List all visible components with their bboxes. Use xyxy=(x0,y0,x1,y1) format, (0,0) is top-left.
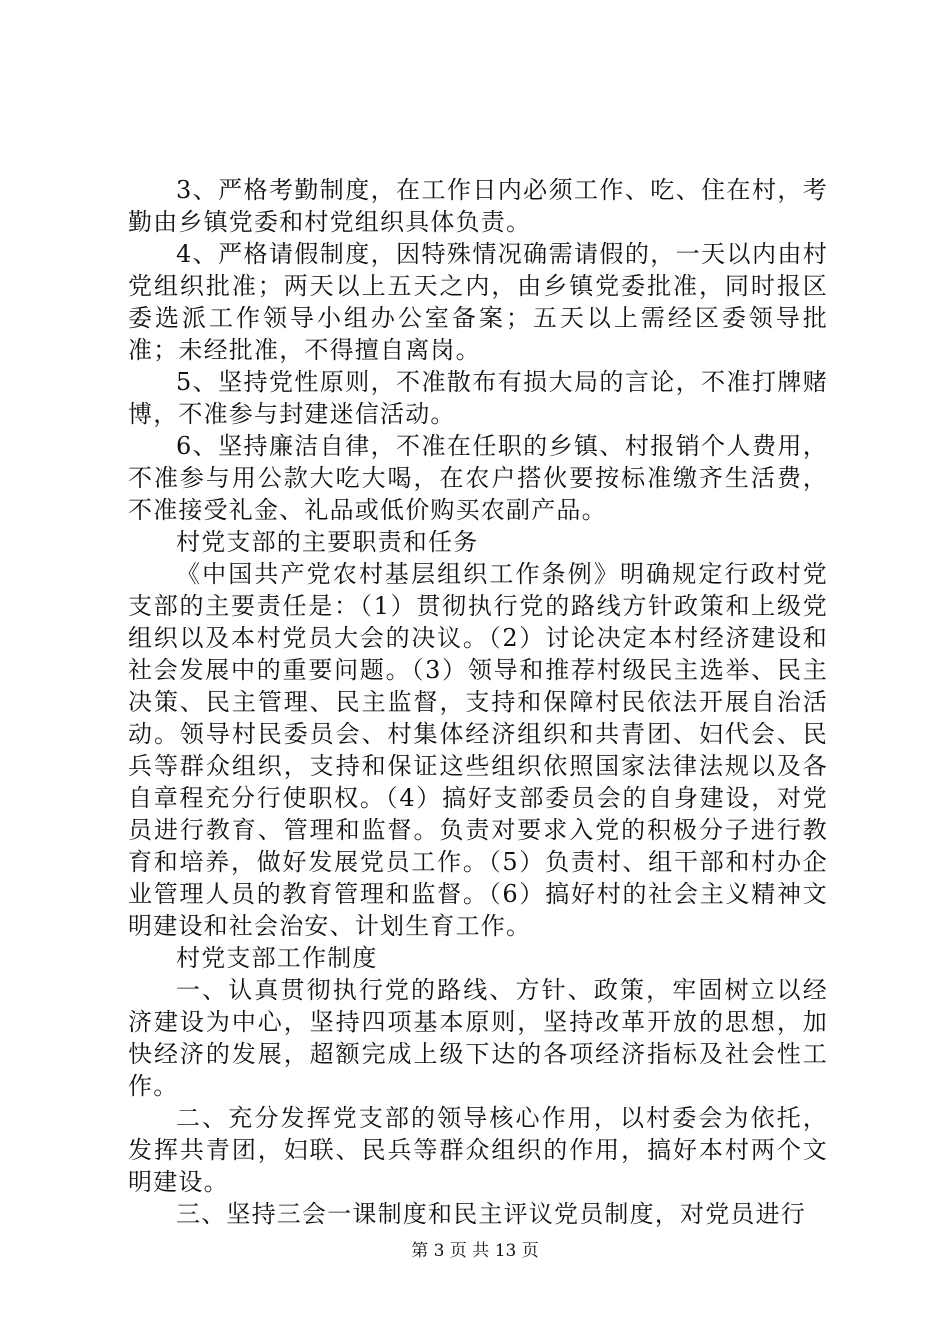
document-body xyxy=(128,174,828,1230)
paragraph-system-2: 二、充分发挥党支部的领导核心作用，以村委会为依托，发挥共青团，妇联、民兵等群众组织的作用，搞好本村两个文明建设。 xyxy=(128,1104,828,1196)
paragraph-system-3: 三、坚持三会一课制度和民主评议党员制度，对党员进行 xyxy=(176,1200,806,1228)
paragraph-rule-6: 6、坚持廉洁自律，不准在任职的乡镇、村报销个人费用，不准参与用公款大吃大喝，在农户搭伙要按标准缴齐生活费，不准接受礼金、礼品或低价购买农副产品。 xyxy=(128,432,828,524)
paragraph-rule-5: 5、坚持党性原则，不准散布有损大局的言论，不准打牌赌博，不准参与封建迷信活动。 xyxy=(128,368,828,428)
paragraph-duties: 《中国共产党农村基层组织工作条例》明确规定行政村党支部的主要责任是：（1）贯彻执行党的路线方针政策和上级党组织以及本村党员大会的决议。（2）讨论决定本村经济建设和社会发展中的重要问题。（3）领导和推荐村级民主选举、民主决策、民主管理、民主监督，支持和保障村民依法开展自治活动。领导村民委员会、村集体经济组织和共青团、妇代会、民兵等群众组织，支持和保证这些组织依照国家法律法规以及各自章程充分行使职权。（4）搞好支部委员会的自身建设，对党员进行教育、管理和监督。负责对要求入党的积极分子进行教育和培养，做好发展党员工作。（5）负责村、组干部和村办企业管理人员的教育管理和监督。（6）搞好村的社会主义精神文明建设和社会治安、计划生育工作。 xyxy=(128,560,828,940)
section-heading-system: 村党支部工作制度 xyxy=(176,944,378,972)
paragraph-rule-3: 3、严格考勤制度，在工作日内必须工作、吃、住在村，考勤由乡镇党委和村党组织具体负责。 xyxy=(128,176,828,236)
section-heading-duties: 村党支部的主要职责和任务 xyxy=(176,528,479,556)
paragraph-system-1: 一、认真贯彻执行党的路线、方针、政策，牢固树立以经济建设为中心，坚持四项基本原则，坚持改革开放的思想，加快经济的发展，超额完成上级下达的各项经济指标及社会性工作。 xyxy=(128,976,828,1100)
paragraph-rule-4: 4、严格请假制度，因特殊情况确需请假的，一天以内由村党组织批准；两天以上五天之内，由乡镇党委批准，同时报区委选派工作领导小组办公室备案；五天以上需经区委领导批准；未经批准，不得擅自离岗。 xyxy=(128,240,828,364)
page-number-footer: 第 3 页 共 13 页 xyxy=(411,1241,539,1261)
